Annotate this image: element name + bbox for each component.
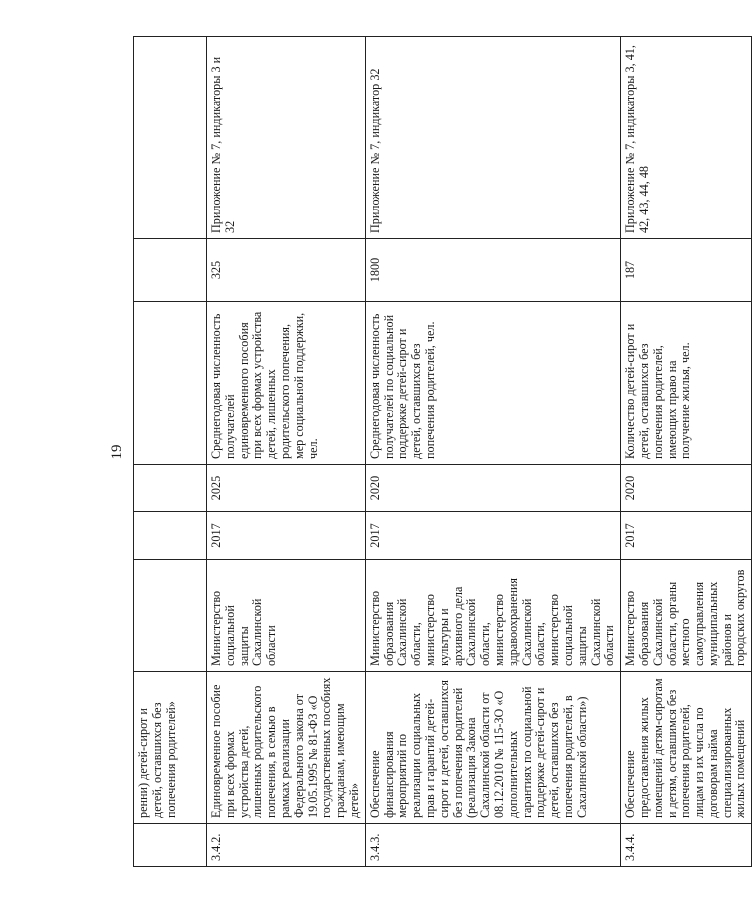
cell-note (134, 37, 207, 239)
cell-start-year (134, 512, 207, 560)
table-row (365, 37, 620, 867)
cell-end-year (134, 465, 207, 512)
cell-value (134, 239, 207, 302)
cell-measure-name: Обеспечение финансирования мероприятий по реализации социальных прав и гарантий детей-сирот и детей, оставшихся без попечения родителей (реализация Закона Сахалинской области от 08.12.2010 № 115-ЗО «О дополнительных гарантиях по социальной поддержке детей-сирот и детей, оставшихся без попечения родителей, в Сахалинской области») (365, 672, 620, 824)
table-row (621, 37, 752, 867)
cell-measure-name: Единовременное пособие при всех формах устройства детей, лишенных родительского попечения, в семью в рамках реализации Федерального закона от 19.05.1995 № 81-ФЗ «О государственных пособиях гражданам, имеющим детей» (207, 672, 366, 824)
cell-value: 187 (621, 239, 752, 302)
cell-number (134, 824, 207, 867)
measures-table (133, 36, 752, 867)
cell-measure-name: Обеспечение предоставления жилых помещений детям-сиротам и детям, оставшимся без попечения родителей, лицам из их числа по договорам найма специализированных жилых помещений (621, 672, 752, 824)
page-number: 19 (109, 444, 125, 460)
cell-value: 1800 (365, 239, 620, 302)
cell-number: 3.4.3. (365, 824, 620, 867)
cell-number: 3.4.2. (207, 824, 366, 867)
cell-start-year: 2017 (621, 512, 752, 560)
table-row (134, 37, 207, 867)
cell-start-year: 2017 (207, 512, 366, 560)
rotated-document-page (109, 37, 748, 867)
cell-executor: Министерство образования Сахалинской области, органы местного самоуправления муниципальных районов и городских округов (621, 560, 752, 672)
cell-start-year: 2017 (365, 512, 620, 560)
cell-indicator: Среднегодовая численность получателей по социальной поддержке детей-сирот и детей, оставшихся без попечения родителей, чел. (365, 302, 620, 465)
cell-executor: Министерство образования Сахалинской области, министерство культуры и архивного дела Сахалинской области, министерство здравоохранения Сахалинской области, министерство социальной защиты Сахалинской области (365, 560, 620, 672)
cell-end-year: 2025 (207, 465, 366, 512)
cell-indicator: Среднегодовая численность получателей единовременного пособия при всех формах устройства детей, лишенных родительского попечения, мер социальной поддержки, чел. (207, 302, 366, 465)
cell-note: Приложение № 7, индикатор 32 (365, 37, 620, 239)
cell-number: 3.4.4. (621, 824, 752, 867)
cell-indicator: Количество детей-сирот и детей, оставшихся без попечения родителей, имеющих право на получение жилья, чел. (621, 302, 752, 465)
cell-note: Приложение № 7, индикаторы 3, 41, 42, 43, 44, 48 (621, 37, 752, 239)
cell-indicator (134, 302, 207, 465)
cell-executor (134, 560, 207, 672)
cell-value: 325 (207, 239, 366, 302)
cell-end-year: 2020 (365, 465, 620, 512)
cell-end-year: 2020 (621, 465, 752, 512)
cell-executor: Министерство социальной защиты Сахалинской области (207, 560, 366, 672)
table-row (207, 37, 366, 867)
cell-measure-name: ренни) детей-сирот и детей, оставшихся без попечения родителей» (134, 672, 207, 824)
cell-note: Приложение № 7, индикаторы 3 и 32 (207, 37, 366, 239)
